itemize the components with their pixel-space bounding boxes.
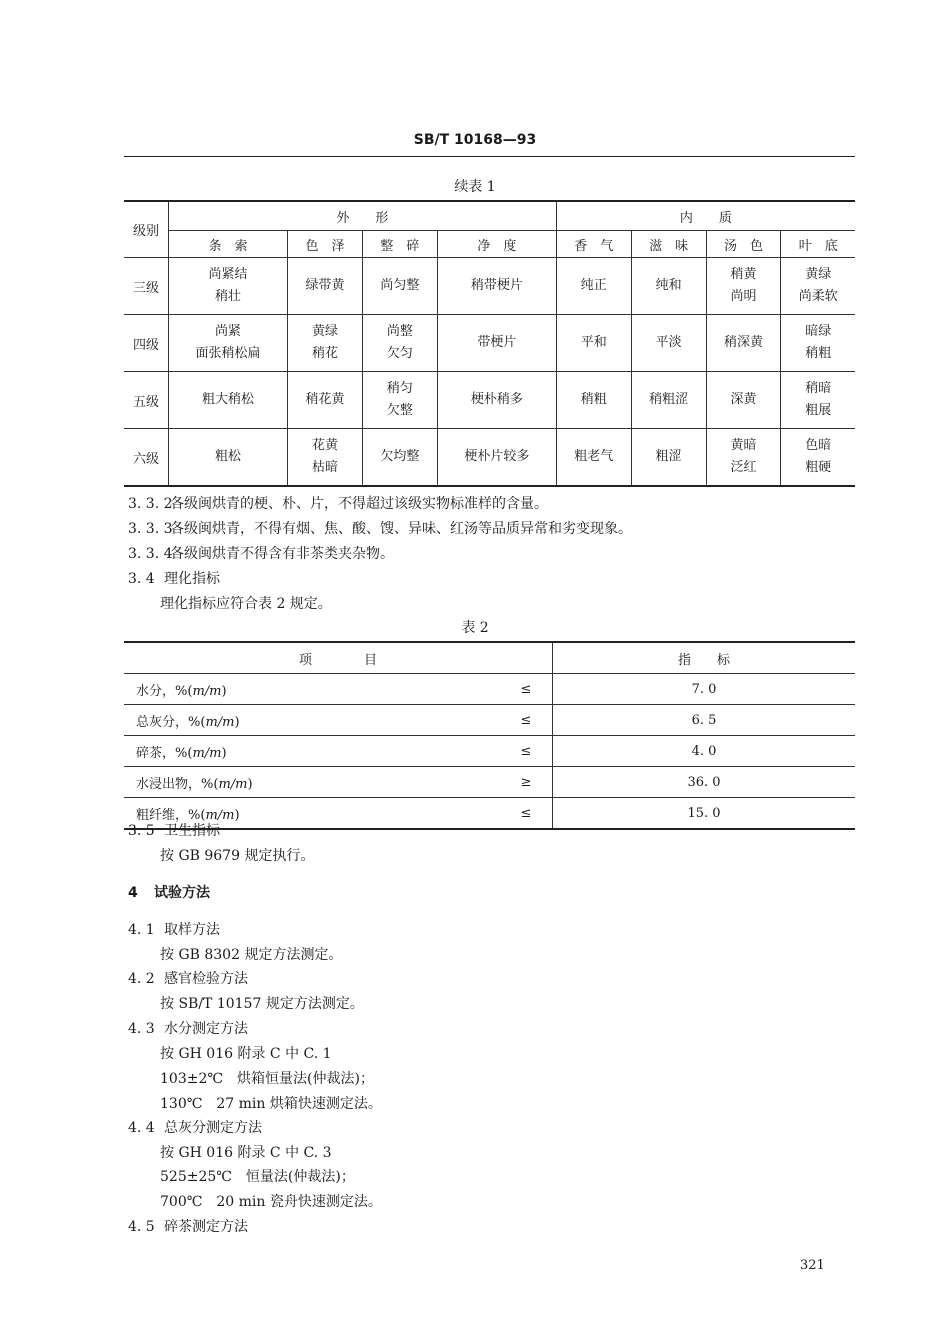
table1-col-header: 条 索 xyxy=(169,231,288,258)
table1-cell-line: 绿带黄 xyxy=(305,278,345,293)
table1-col-header: 汤 色 xyxy=(706,231,781,258)
table1-cell xyxy=(437,429,556,487)
table2-value: 36. 0 xyxy=(553,767,856,798)
table1-cell-line: 稍粗 xyxy=(805,346,832,361)
clause-4-4-line1: 按 GH 016 附录 C 中 C. 3 xyxy=(160,1145,332,1161)
table1-cell-line: 粗老气 xyxy=(574,449,614,464)
table2-item: 水分，%(m/m) xyxy=(124,674,500,705)
table1-cell-line: 带梗片 xyxy=(477,335,517,350)
table1-cell xyxy=(631,372,706,429)
clause-4-1: 4. 1 取样方法 xyxy=(128,922,220,938)
table1-group-outer: 外 形 xyxy=(169,201,557,231)
table1-cell-line: 深黄 xyxy=(730,392,757,407)
table1-group-inner: 内 质 xyxy=(556,201,855,231)
table1-cell-line: 纯和 xyxy=(655,278,682,293)
table1-cell xyxy=(781,258,855,315)
table1-col-header: 叶 底 xyxy=(781,231,855,258)
table1-row xyxy=(124,258,855,315)
table1-cell-line: 欠均整 xyxy=(380,449,420,464)
table2-value: 4. 0 xyxy=(553,736,856,767)
table1-cell xyxy=(288,258,363,315)
table1-cell-line: 尚紧结 xyxy=(208,267,248,282)
table1-cell-line: 稍深黄 xyxy=(724,335,764,350)
clause-3-3-2: 3. 3. 2各级闽烘青的梗、朴、片，不得超过该级实物标准样的含量。 xyxy=(128,496,548,512)
clause-4-4-line3: 700℃ 20 min 瓷舟快速测定法。 xyxy=(160,1194,382,1210)
table1-cell xyxy=(362,372,437,429)
table1-cell xyxy=(288,372,363,429)
table2-row xyxy=(124,705,855,736)
table2-operator: ≤ xyxy=(500,674,553,705)
table1-col-header: 整 碎 xyxy=(362,231,437,258)
table1-cell-line: 暗绿 xyxy=(805,324,832,339)
table1-cell xyxy=(362,258,437,315)
table1-cell-line: 尚整 xyxy=(386,324,413,339)
table1-cell xyxy=(362,315,437,372)
table1-cell xyxy=(706,372,781,429)
table1-cell xyxy=(288,429,363,487)
table1-cell xyxy=(437,372,556,429)
table1-cell xyxy=(631,315,706,372)
table1-cell xyxy=(781,429,855,487)
table1-cell xyxy=(706,258,781,315)
table1-level-cell: 四级 xyxy=(124,315,169,372)
clause-3-4-body: 理化指标应符合表 2 规定。 xyxy=(160,596,332,612)
table1-cell-line: 稍花黄 xyxy=(305,392,345,407)
table1-cell-line: 粗松 xyxy=(215,449,242,464)
table1-cell-line: 花黄 xyxy=(312,438,339,453)
table1-cell xyxy=(706,429,781,487)
table1-cell-line: 色暗 xyxy=(805,438,832,453)
table1-cell-line: 欠整 xyxy=(386,403,413,418)
table2-row xyxy=(124,767,855,798)
table1-cell xyxy=(706,315,781,372)
table1-cell-line: 粗展 xyxy=(805,403,832,418)
table1-cell-line: 稍匀 xyxy=(386,381,413,396)
table1-col-header: 滋 味 xyxy=(631,231,706,258)
table1-cell xyxy=(556,372,631,429)
document-code: SB/T 10168—93 xyxy=(413,132,537,148)
table1-cell-line: 泛红 xyxy=(730,460,757,475)
table2-head-item: 项 目 xyxy=(124,642,553,674)
clause-4-4: 4. 4 总灰分测定方法 xyxy=(128,1120,262,1136)
table1-cell xyxy=(288,315,363,372)
table1-cell xyxy=(556,258,631,315)
clause-4-1-body: 按 GB 8302 规定方法测定。 xyxy=(160,947,343,963)
clause-4-3: 4. 3 水分测定方法 xyxy=(128,1021,248,1037)
table2-item: 碎茶，%(m/m) xyxy=(124,736,500,767)
table1-cell xyxy=(437,315,556,372)
table1-cell xyxy=(169,315,288,372)
table2-row xyxy=(124,798,855,830)
table1-cell xyxy=(362,429,437,487)
table2-operator: ≥ xyxy=(500,767,553,798)
table2-operator: ≤ xyxy=(500,736,553,767)
table1-cell-line: 尚明 xyxy=(730,289,757,304)
table1-level-cell: 五级 xyxy=(124,372,169,429)
table2-item: 水浸出物，%(m/m) xyxy=(124,767,500,798)
clause-3-5-body: 按 GB 9679 规定执行。 xyxy=(160,848,315,864)
table1-cell xyxy=(556,429,631,487)
table1-cell-line: 枯暗 xyxy=(312,460,339,475)
table1-cell-line: 稍壮 xyxy=(215,289,242,304)
table1-cell-line: 稍带梗片 xyxy=(470,278,523,293)
table1-cell-line: 粗大稍松 xyxy=(202,392,255,407)
table1-cell-line: 黄绿 xyxy=(312,324,339,339)
table1-cell-line: 粗涩 xyxy=(655,449,682,464)
table2-item: 粗纤维，%(m/m) xyxy=(124,798,500,830)
table1-cell-line: 尚匀整 xyxy=(380,278,420,293)
table1-cell xyxy=(631,258,706,315)
table1-row xyxy=(124,315,855,372)
clause-4-3-line3: 130℃ 27 min 烘箱快速测定法。 xyxy=(160,1096,382,1112)
table1-cell xyxy=(631,429,706,487)
clause-4-3-line1: 按 GH 016 附录 C 中 C. 1 xyxy=(160,1046,332,1062)
clause-4-2-body: 按 SB/T 10157 规定方法测定。 xyxy=(160,996,364,1012)
table1-cell-line: 欠匀 xyxy=(386,346,413,361)
table2-head-value: 指 标 xyxy=(553,642,856,674)
clause-3-3-4: 3. 3. 4各级闽烘青不得含有非茶类夹杂物。 xyxy=(128,546,394,562)
table1-cell xyxy=(169,429,288,487)
clause-3-3-3: 3. 3. 3各级闽烘青，不得有烟、焦、酸、馊、异味、红汤等品质异常和劣变现象。 xyxy=(128,521,632,537)
table2-value: 7. 0 xyxy=(553,674,856,705)
table1-cell-line: 稍黄 xyxy=(730,267,757,282)
table1-cell-line: 尚紧 xyxy=(215,324,242,339)
table1-cell xyxy=(437,258,556,315)
table1-row xyxy=(124,372,855,429)
table1-cell-line: 稍暗 xyxy=(805,381,832,396)
table2-operator: ≤ xyxy=(500,798,553,830)
clause-4-5: 4. 5 碎茶测定方法 xyxy=(128,1219,248,1235)
table2-value: 6. 5 xyxy=(553,705,856,736)
table1-cell xyxy=(781,315,855,372)
table1-col-header: 净 度 xyxy=(437,231,556,258)
clause-4-4-line2: 525±25℃ 恒量法(仲裁法)； xyxy=(160,1169,355,1185)
table2-physicochemical xyxy=(124,641,855,830)
table1-cell-line: 梗朴片较多 xyxy=(464,449,530,464)
table2-row xyxy=(124,736,855,767)
table1-cell-line: 尚柔软 xyxy=(798,289,838,304)
table1-cell xyxy=(781,372,855,429)
table1-cell xyxy=(169,372,288,429)
table2-row xyxy=(124,674,855,705)
table1-cell-line: 黄暗 xyxy=(730,438,757,453)
header-rule xyxy=(124,156,855,157)
table1-level-header: 级别 xyxy=(124,201,169,258)
table1-level-cell: 六级 xyxy=(124,429,169,487)
table1-cell-line: 梗朴稍多 xyxy=(470,392,523,407)
table1-cell-line: 稍粗涩 xyxy=(649,392,689,407)
table1-row xyxy=(124,429,855,487)
clause-4-2: 4. 2 感官检验方法 xyxy=(128,971,248,987)
section-4-heading: 4 试验方法 xyxy=(128,885,210,901)
table2-item: 总灰分，%(m/m) xyxy=(124,705,500,736)
table2-caption: 表 2 xyxy=(461,620,489,636)
table1-cell-line: 稍花 xyxy=(312,346,339,361)
table1-col-header: 香 气 xyxy=(556,231,631,258)
table1-cell xyxy=(556,315,631,372)
table1-cell-line: 平和 xyxy=(580,335,607,350)
page-number: 321 xyxy=(800,1258,825,1273)
table1-cell-line: 面张稍松扁 xyxy=(195,346,261,361)
table1-level-cell: 三级 xyxy=(124,258,169,315)
table1-caption: 续表 1 xyxy=(454,179,496,195)
clause-3-5: 3. 5 卫生指标 xyxy=(128,823,220,839)
table1-cell-line: 粗硬 xyxy=(805,460,832,475)
table1-cell-line: 纯正 xyxy=(580,278,607,293)
table1-grade-spec xyxy=(124,200,855,487)
table1-cell-line: 黄绿 xyxy=(805,267,832,282)
clause-4-3-line2: 103±2℃ 烘箱恒量法(仲裁法)； xyxy=(160,1071,374,1087)
table1-cell-line: 平淡 xyxy=(655,335,682,350)
table1-cell xyxy=(169,258,288,315)
table2-value: 15. 0 xyxy=(553,798,856,830)
table1-col-header: 色 泽 xyxy=(288,231,363,258)
table2-operator: ≤ xyxy=(500,705,553,736)
table1-cell-line: 稍粗 xyxy=(580,392,607,407)
clause-3-4: 3. 4 理化指标 xyxy=(128,571,220,587)
